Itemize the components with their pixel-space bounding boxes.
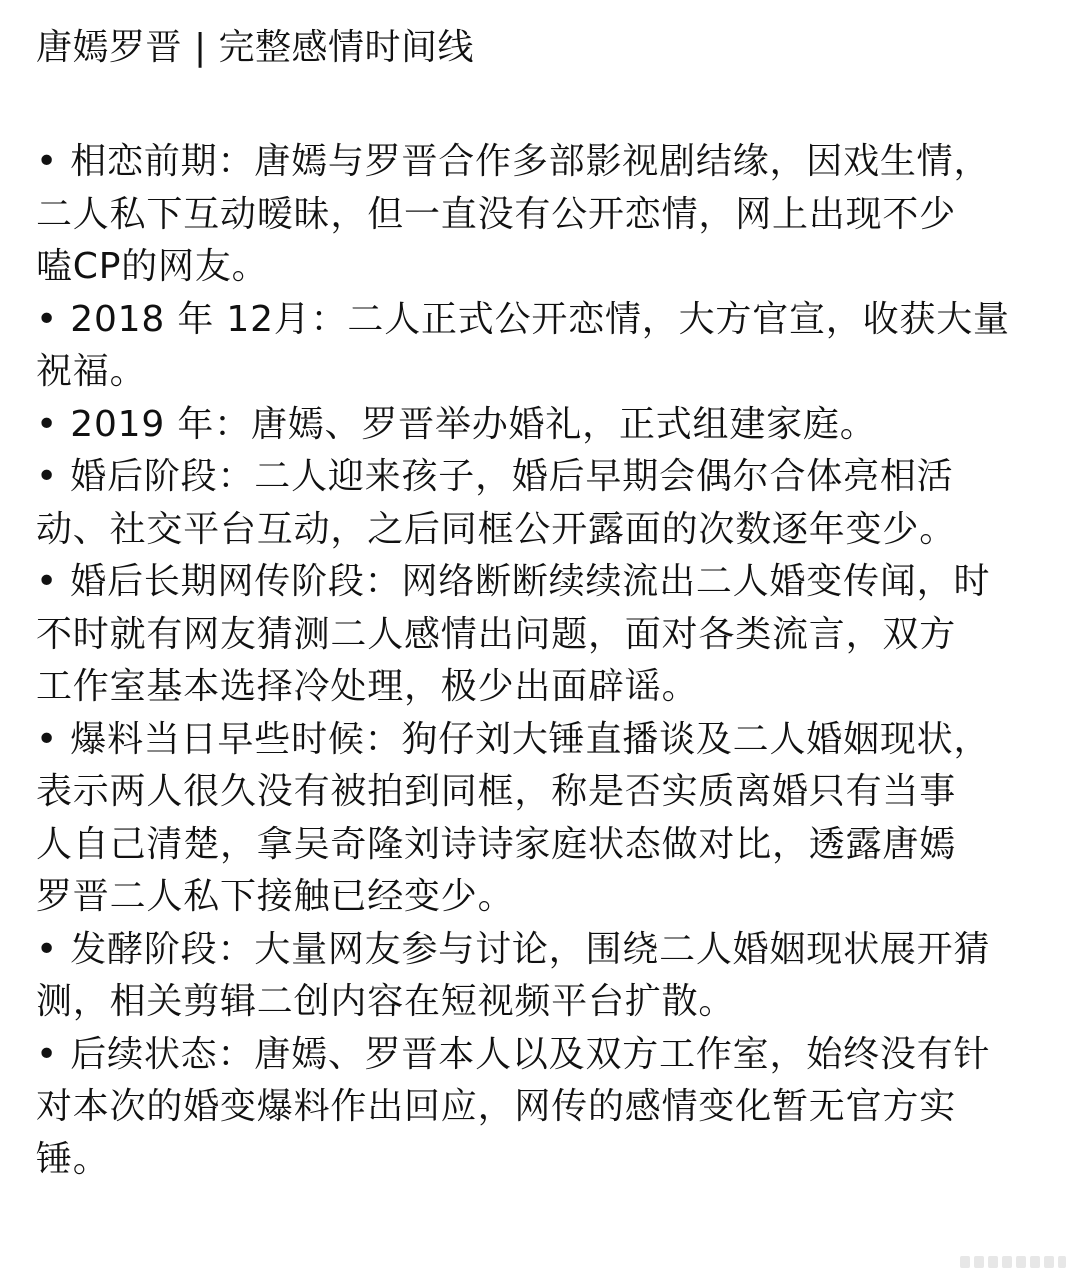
entry-line: • 发酵阶段：大量网友参与讨论，围绕二人婚姻现状展开猜 [36, 928, 991, 970]
entry-line: 嗑CP的网友。 [36, 246, 269, 287]
entry-line: 动、社交平台互动，之后同框公开露面的次数逐年变少。 [36, 508, 957, 550]
timeline-entry-8 [36, 1029, 1046, 1187]
entry-line: • 2019 年：唐嫣、罗晋举办婚礼，正式组建家庭。 [36, 403, 877, 445]
entry-line: 罗晋二人私下接触已经变少。 [36, 876, 515, 917]
entry-line: • 婚后阶段：二人迎来孩子，婚后早期会偶尔合体亮相活 [36, 456, 954, 497]
entry-line: 人自己清楚，拿吴奇隆刘诗诗家庭状态做对比，透露唐嫣 [36, 823, 957, 865]
entry-line: • 婚后长期网传阶段：网络断断续续流出二人婚变传闻，时 [36, 561, 991, 602]
entry-line: • 相恋前期：唐嫣与罗晋合作多部影视剧结缘，因戏生情， [36, 141, 991, 182]
timeline-entry-2 [36, 294, 1046, 399]
entry-line: • 爆料当日早些时候：狗仔刘大锤直播谈及二人婚姻现状， [36, 718, 991, 760]
timeline-entry-4 [36, 451, 1046, 556]
entry-line: 二人私下互动暧昧，但一直没有公开恋情，网上出现不少 [36, 193, 957, 235]
entry-line: • 后续状态：唐嫣、罗晋本人以及双方工作室，始终没有针 [36, 1033, 991, 1075]
timeline-entry-3 [36, 399, 1046, 452]
timeline-entry-6 [36, 714, 1046, 924]
entry-line: 对本次的婚变爆料作出回应，网传的感情变化暂无官方实 [36, 1086, 957, 1127]
watermark-logo-icon [960, 1254, 1066, 1270]
entry-line: 祝福。 [36, 351, 147, 392]
entry-line: • 2018 年 12月：二人正式公开恋情，大方官宣，收获大量 [36, 298, 1010, 340]
timeline-list [36, 136, 1046, 1186]
entry-line: 锤。 [36, 1138, 110, 1180]
timeline-entry-1 [36, 136, 1046, 294]
entry-line: 不时就有网友猜测二人感情出问题，面对各类流言，双方 [36, 613, 957, 655]
timeline-entry-7 [36, 924, 1046, 1029]
entry-line: 表示两人很久没有被拍到同框，称是否实质离婚只有当事 [36, 771, 957, 812]
entry-line: 工作室基本选择冷处理，极少出面辟谣。 [36, 666, 699, 707]
entry-line: 测，相关剪辑二创内容在短视频平台扩散。 [36, 981, 736, 1022]
page-title: 唐嫣罗晋 | 完整感情时间线 [36, 27, 475, 68]
timeline-entry-5 [36, 556, 1046, 714]
